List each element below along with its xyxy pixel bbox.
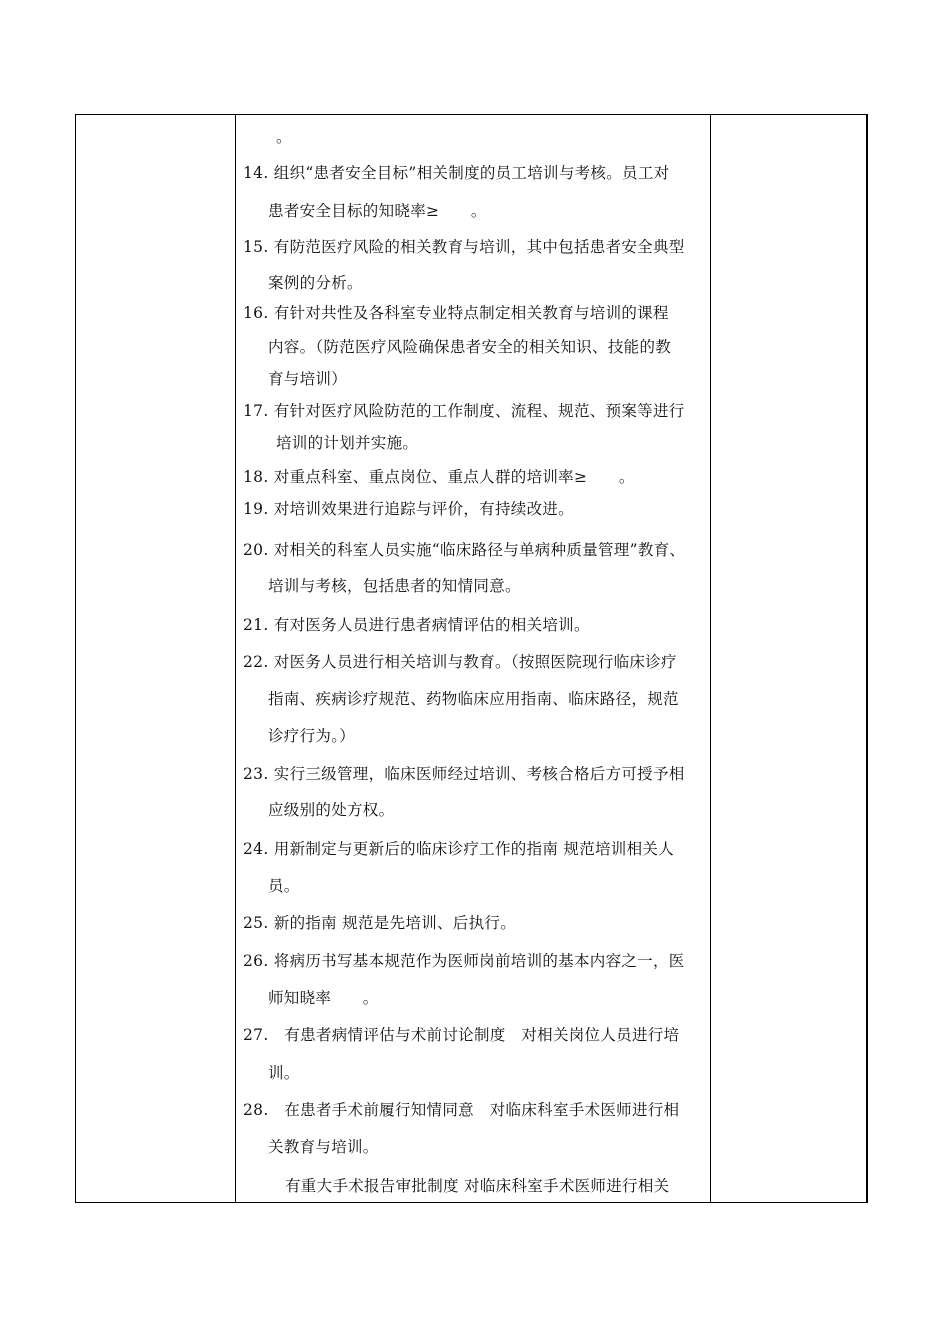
text-line: 师知晓率 。 [268,989,379,1007]
list-item-19: 19. 对培训效果进行追踪与评价，有持续改进。 [243,500,574,518]
list-item-15: 15. 有防范医疗风险的相关教育与培训，其中包括患者安全典型 [243,238,685,256]
list-item-26: 26. 将病历书写基本规范作为医师岗前培训的基本内容之一，医 [243,952,685,970]
list-item-27: 27. 有患者病情评估与术前讨论制度 对相关岗位人员进行培 [243,1026,680,1044]
list-item-24: 24. 用新制定与更新后的临床诊疗工作的指南 规范培训相关人 [243,840,675,858]
list-item-28: 28. 在患者手术前履行知情同意 对临床科室手术医师进行相 [243,1101,680,1119]
list-item-16: 16. 有针对共性及各科室专业特点制定相关教育与培训的课程 [243,304,669,322]
list-item-23: 23. 实行三级管理，临床医师经过培训、考核合格后方可授予相 [243,765,685,783]
text-line: 案例的分析。 [268,274,363,292]
text-line: 训。 [268,1064,300,1082]
list-item-17: 17. 有针对医疗风险防范的工作制度、流程、规范、预案等进行 [243,402,685,420]
list-item-20: 20. 对相关的科室人员实施“临床路径与单病种质量管理”教育、 [243,541,686,559]
list-item-25: 25. 新的指南 规范是先培训、后执行。 [243,914,517,932]
text-line: 。 [276,128,292,146]
list-item-22: 22. 对医务人员进行相关培训与教育。（按照医院现行临床诊疗 [243,653,677,671]
text-line: 育与培训） [268,370,348,388]
text-line: 指南、疾病诊疗规范、药物临床应用指南、临床路径，规范 [268,690,679,708]
text-line: 内容。（防范医疗风险确保患者安全的相关知识、技能的教 [268,338,672,356]
text-line: 培训与考核，包括患者的知情同意。 [268,577,521,595]
text-line: 应级别的处方权。 [268,801,395,819]
list-item-14: 14. 组织“患者安全目标”相关制度的员工培训与考核。员工对 [243,164,670,182]
text-line: 关教育与培训。 [268,1138,379,1156]
text-line: 有重大手术报告审批制度 对临床科室手术医师进行相关 [285,1177,670,1195]
text-line: 培训的计划并实施。 [276,434,419,452]
text-line: 诊疗行为。） [268,727,356,745]
list-item-18: 18. 对重点科室、重点岗位、重点人群的培训率≥ 。 [243,468,635,486]
list-item-21: 21. 有对医务人员进行患者病情评估的相关培训。 [243,616,590,634]
text-line: 患者安全目标的知晓率≥ 。 [268,202,487,220]
text-line: 员。 [268,877,300,895]
